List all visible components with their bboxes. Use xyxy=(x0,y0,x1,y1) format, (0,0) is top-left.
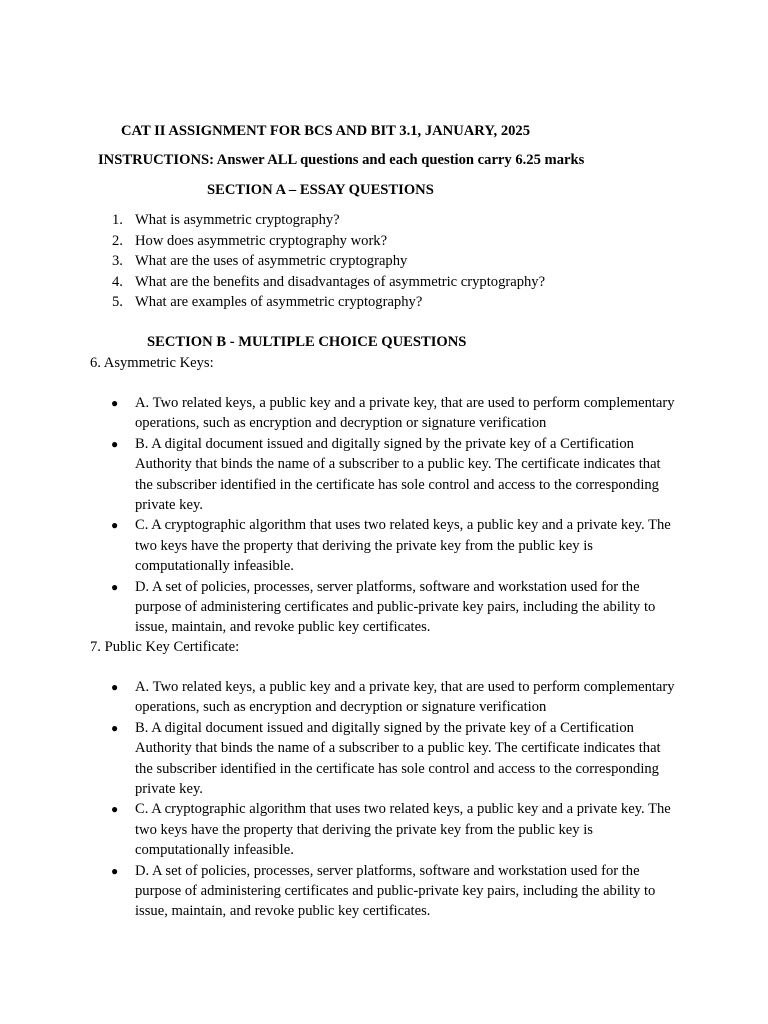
mcq-option xyxy=(0,393,680,434)
question-number: 5. xyxy=(112,294,123,310)
question-text: How does asymmetric cryptography work? xyxy=(135,232,388,249)
mcq-option-text: C. A cryptographic algorithm that uses two related keys, a public key and a private key. The two keys have the property that deriving the private key from the public key is computationally infeasible. xyxy=(135,801,671,859)
question-number: 2. xyxy=(112,232,123,249)
section-b-title: SECTION B - MULTIPLE CHOICE QUESTIONS xyxy=(147,334,467,350)
bullet-icon: ● xyxy=(111,802,119,817)
bullet-icon: ● xyxy=(111,863,119,878)
question-text: What are examples of asymmetric cryptography? xyxy=(135,294,423,310)
question-text: What are the uses of asymmetric cryptography xyxy=(135,253,408,269)
mcq-option-text: B. A digital document issued and digitally signed by the private key of a Certification Authority that binds the name of a subscriber to a public key. The certificate indicates that the subscriber identified in the certificate has sole control and access to the corresponding private key. xyxy=(135,719,661,798)
mcq-question-label: 7. Public Key Certificate: xyxy=(90,639,240,655)
mcq-option-text: A. Two related keys, a public key and a private key, that are used to perform complementary operations, such as encryption and decryption or signature verification xyxy=(135,679,675,716)
mcq-option xyxy=(0,718,680,800)
bullet-icon: ● xyxy=(111,396,119,410)
bullet-icon: ● xyxy=(111,720,119,735)
mcq-options-list xyxy=(0,677,680,922)
mcq-option xyxy=(0,677,680,718)
bullet-icon: ● xyxy=(111,518,119,533)
mcq-option xyxy=(0,515,680,576)
mcq-option-text: D. A set of policies, processes, server platforms, software and workstation used for the purpose of administering certificates and public-private key pairs, including the ability to issue, maintain, and revoke public key certificates. xyxy=(135,578,656,636)
mcq-option xyxy=(0,577,680,638)
document-title: CAT II ASSIGNMENT FOR BCS AND BIT 3.1, JANUARY, 2025 xyxy=(121,123,531,139)
question-number: 1. xyxy=(112,212,123,228)
bullet-icon: ● xyxy=(111,680,119,694)
bullet-icon: ● xyxy=(111,436,119,451)
bullet-icon: ● xyxy=(111,579,119,594)
mcq-question-label: 6. Asymmetric Keys: xyxy=(90,355,214,371)
mcq-option-text: C. A cryptographic algorithm that uses two related keys, a public key and a private key. The two keys have the property that deriving the private key from the public key is computationally infeasible. xyxy=(135,517,671,575)
question-number: 3. xyxy=(112,253,123,269)
question-text: What is asymmetric cryptography? xyxy=(135,212,340,228)
mcq-option-text: B. A digital document issued and digitally signed by the private key of a Certification Authority that binds the name of a subscriber to a public key. The certificate indicates that the subscriber identified in the certificate has sole control and access to the corresponding private key. xyxy=(135,435,661,514)
mcq-option-text: D. A set of policies, processes, server platforms, software and workstation used for the purpose of administering certificates and public-private key pairs, including the ability to issue, maintain, and revoke public key certificates. xyxy=(135,862,656,920)
mcq-option xyxy=(0,799,680,860)
mcq-options-list xyxy=(0,393,680,638)
instructions: INSTRUCTIONS: Answer ALL questions and each question carry 6.25 marks xyxy=(98,152,585,168)
mcq-option-text: A. Two related keys, a public key and a private key, that are used to perform complementary operations, such as encryption and decryption or signature verification xyxy=(135,395,675,432)
mcq-option xyxy=(0,434,680,516)
question-text: What are the benefits and disadvantages of asymmetric cryptography? xyxy=(135,273,546,290)
mcq-option xyxy=(0,861,680,922)
section-a-title: SECTION A – ESSAY QUESTIONS xyxy=(207,182,434,198)
question-number: 4. xyxy=(112,273,123,290)
